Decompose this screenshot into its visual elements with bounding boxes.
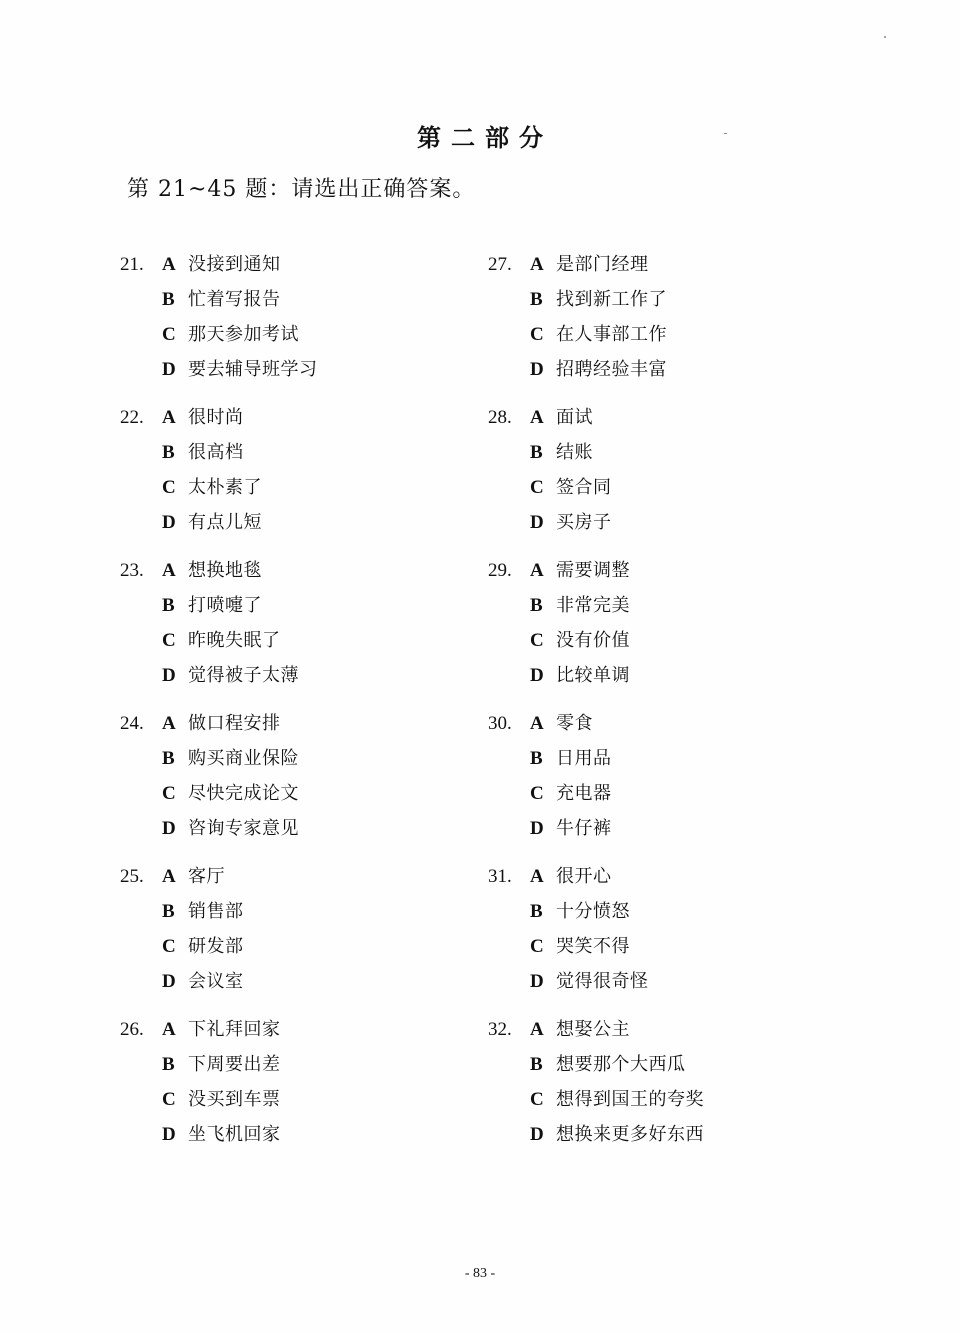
option-b[interactable] bbox=[530, 282, 667, 317]
option-c[interactable] bbox=[162, 317, 299, 352]
option-a[interactable] bbox=[530, 706, 593, 741]
option-letter: C bbox=[162, 477, 176, 498]
option-d[interactable] bbox=[530, 964, 649, 999]
option-letter: D bbox=[530, 665, 544, 686]
option-letter: C bbox=[530, 324, 544, 345]
question-number: 22. bbox=[120, 407, 144, 428]
option-c[interactable] bbox=[530, 470, 612, 505]
option-letter: C bbox=[162, 783, 176, 804]
question-28 bbox=[488, 400, 818, 553]
option-text: 非常完美 bbox=[556, 595, 630, 616]
option-letter: D bbox=[162, 359, 176, 380]
option-letter: D bbox=[162, 1124, 176, 1145]
question-27 bbox=[488, 247, 818, 400]
question-number: 27. bbox=[488, 254, 512, 275]
option-text: 想娶公主 bbox=[556, 1019, 630, 1040]
question-29 bbox=[488, 553, 818, 706]
question-21 bbox=[120, 247, 450, 400]
option-text: 购买商业保险 bbox=[188, 748, 299, 769]
option-c[interactable] bbox=[530, 623, 630, 658]
option-letter: B bbox=[530, 1054, 543, 1075]
option-text: 牛仔裤 bbox=[556, 818, 612, 839]
question-number: 30. bbox=[488, 713, 512, 734]
option-text: 研发部 bbox=[188, 936, 244, 957]
question-number: 32. bbox=[488, 1019, 512, 1040]
option-letter: D bbox=[162, 512, 176, 533]
option-text: 很开心 bbox=[556, 866, 612, 887]
option-text: 买房子 bbox=[556, 512, 612, 533]
option-text: 销售部 bbox=[188, 901, 244, 922]
option-letter: B bbox=[530, 748, 543, 769]
option-text: 没买到车票 bbox=[188, 1089, 281, 1110]
option-c[interactable] bbox=[530, 929, 630, 964]
option-text: 做口程安排 bbox=[188, 713, 281, 734]
option-text: 下周要出差 bbox=[188, 1054, 281, 1075]
option-a[interactable] bbox=[162, 1012, 281, 1047]
option-text: 十分愤怒 bbox=[556, 901, 630, 922]
option-text: 招聘经验丰富 bbox=[556, 359, 667, 380]
option-letter: A bbox=[530, 713, 544, 734]
option-letter: B bbox=[162, 748, 175, 769]
option-b[interactable] bbox=[162, 894, 244, 929]
option-text: 尽快完成论文 bbox=[188, 783, 299, 804]
option-c[interactable] bbox=[162, 929, 244, 964]
option-letter: A bbox=[530, 866, 544, 887]
option-letter: D bbox=[530, 1124, 544, 1145]
question-number: 25. bbox=[120, 866, 144, 887]
option-text: 零食 bbox=[556, 713, 593, 734]
question-26 bbox=[120, 1012, 450, 1165]
option-text: 坐飞机回家 bbox=[188, 1124, 281, 1145]
option-letter: A bbox=[162, 560, 176, 581]
question-30 bbox=[488, 706, 818, 859]
option-text: 想要那个大西瓜 bbox=[556, 1054, 686, 1075]
question-31 bbox=[488, 859, 818, 1012]
option-text: 很高档 bbox=[188, 442, 244, 463]
option-letter: D bbox=[162, 818, 176, 839]
section-title: 第二部分 bbox=[417, 123, 553, 152]
option-text: 日用品 bbox=[556, 748, 612, 769]
option-text: 咨询专家意见 bbox=[188, 818, 299, 839]
option-text: 哭笑不得 bbox=[556, 936, 630, 957]
instructions: 第 21~45 题：请选出正确答案。 bbox=[127, 177, 476, 202]
option-letter: B bbox=[530, 595, 543, 616]
option-letter: B bbox=[162, 595, 175, 616]
option-a[interactable] bbox=[530, 859, 612, 894]
option-text: 面试 bbox=[556, 407, 593, 428]
option-text: 是部门经理 bbox=[556, 254, 649, 275]
option-d[interactable] bbox=[162, 811, 299, 846]
option-letter: B bbox=[162, 442, 175, 463]
option-a[interactable] bbox=[162, 553, 262, 588]
option-text: 太朴素了 bbox=[188, 477, 262, 498]
option-text: 没接到通知 bbox=[188, 254, 281, 275]
option-d[interactable] bbox=[162, 352, 318, 387]
option-letter: D bbox=[162, 665, 176, 686]
option-letter: C bbox=[530, 1089, 544, 1110]
option-text: 找到新工作了 bbox=[556, 289, 667, 310]
option-letter: C bbox=[162, 324, 176, 345]
option-letter: B bbox=[530, 442, 543, 463]
option-letter: C bbox=[530, 783, 544, 804]
option-letter: B bbox=[162, 289, 175, 310]
option-text: 需要调整 bbox=[556, 560, 630, 581]
option-a[interactable] bbox=[162, 400, 244, 435]
option-text: 那天参加考试 bbox=[188, 324, 299, 345]
option-c[interactable] bbox=[530, 1082, 704, 1117]
option-a[interactable] bbox=[530, 247, 649, 282]
option-text: 想换地毯 bbox=[188, 560, 262, 581]
option-b[interactable] bbox=[530, 588, 630, 623]
questions-right-column bbox=[488, 247, 818, 1165]
option-letter: B bbox=[530, 289, 543, 310]
option-a[interactable] bbox=[162, 247, 281, 282]
page-number: - 83 - bbox=[464, 1266, 496, 1281]
option-d[interactable] bbox=[530, 658, 630, 693]
option-text: 觉得被子太薄 bbox=[188, 665, 299, 686]
option-c[interactable] bbox=[530, 776, 612, 811]
option-b[interactable] bbox=[162, 435, 244, 470]
option-c[interactable] bbox=[162, 776, 299, 811]
option-letter: A bbox=[162, 407, 176, 428]
option-text: 有点儿短 bbox=[188, 512, 262, 533]
option-c[interactable] bbox=[162, 1082, 281, 1117]
option-letter: A bbox=[530, 1019, 544, 1040]
question-number: 21. bbox=[120, 254, 144, 275]
question-number: 29. bbox=[488, 560, 512, 581]
option-d[interactable] bbox=[162, 658, 299, 693]
question-number: 23. bbox=[120, 560, 144, 581]
option-letter: A bbox=[530, 407, 544, 428]
option-text: 要去辅导班学习 bbox=[188, 359, 318, 380]
option-text: 忙着写报告 bbox=[188, 289, 281, 310]
option-letter: D bbox=[530, 512, 544, 533]
option-letter: A bbox=[162, 866, 176, 887]
question-number: 31. bbox=[488, 866, 512, 887]
question-25 bbox=[120, 859, 450, 1012]
option-text: 比较单调 bbox=[556, 665, 630, 686]
option-a[interactable] bbox=[530, 400, 593, 435]
option-text: 客厅 bbox=[188, 866, 225, 887]
option-text: 打喷嚏了 bbox=[188, 595, 262, 616]
option-letter: A bbox=[530, 254, 544, 275]
option-letter: C bbox=[530, 630, 544, 651]
option-letter: C bbox=[162, 936, 176, 957]
option-text: 充电器 bbox=[556, 783, 612, 804]
option-b[interactable] bbox=[162, 282, 281, 317]
option-text: 下礼拜回家 bbox=[188, 1019, 281, 1040]
option-a[interactable] bbox=[530, 1012, 630, 1047]
question-number: 26. bbox=[120, 1019, 144, 1040]
option-d[interactable] bbox=[530, 505, 612, 540]
option-d[interactable] bbox=[162, 964, 244, 999]
option-d[interactable] bbox=[530, 352, 667, 387]
option-d[interactable] bbox=[162, 505, 262, 540]
option-text: 签合同 bbox=[556, 477, 612, 498]
option-letter: D bbox=[530, 971, 544, 992]
option-letter: D bbox=[530, 818, 544, 839]
option-letter: A bbox=[162, 713, 176, 734]
questions-left-column bbox=[120, 247, 450, 1165]
option-b[interactable] bbox=[162, 1047, 281, 1082]
option-c[interactable] bbox=[162, 470, 262, 505]
option-b[interactable] bbox=[530, 1047, 686, 1082]
option-letter: A bbox=[530, 560, 544, 581]
option-a[interactable] bbox=[162, 706, 281, 741]
option-letter: C bbox=[530, 477, 544, 498]
option-letter: C bbox=[162, 1089, 176, 1110]
scan-speck bbox=[884, 36, 886, 38]
question-number: 28. bbox=[488, 407, 512, 428]
option-letter: B bbox=[162, 1054, 175, 1075]
option-text: 昨晚失眠了 bbox=[188, 630, 281, 651]
option-text: 想得到国王的夸奖 bbox=[556, 1089, 704, 1110]
option-text: 觉得很奇怪 bbox=[556, 971, 649, 992]
question-23 bbox=[120, 553, 450, 706]
option-b[interactable] bbox=[530, 894, 630, 929]
option-c[interactable] bbox=[530, 317, 667, 352]
option-a[interactable] bbox=[530, 553, 630, 588]
option-letter: D bbox=[162, 971, 176, 992]
option-text: 没有价值 bbox=[556, 630, 630, 651]
option-letter: C bbox=[162, 630, 176, 651]
option-letter: D bbox=[530, 359, 544, 380]
option-letter: B bbox=[530, 901, 543, 922]
option-d[interactable] bbox=[530, 811, 612, 846]
question-24 bbox=[120, 706, 450, 859]
option-b[interactable] bbox=[162, 588, 262, 623]
option-letter: B bbox=[162, 901, 175, 922]
option-a[interactable] bbox=[162, 859, 225, 894]
question-32 bbox=[488, 1012, 818, 1165]
option-text: 会议室 bbox=[188, 971, 244, 992]
question-22 bbox=[120, 400, 450, 553]
question-number: 24. bbox=[120, 713, 144, 734]
option-d[interactable] bbox=[530, 1117, 704, 1152]
option-letter: C bbox=[530, 936, 544, 957]
option-d[interactable] bbox=[162, 1117, 281, 1152]
option-c[interactable] bbox=[162, 623, 281, 658]
option-text: 结账 bbox=[556, 442, 593, 463]
option-text: 很时尚 bbox=[188, 407, 244, 428]
option-b[interactable] bbox=[530, 435, 593, 470]
option-b[interactable] bbox=[162, 741, 299, 776]
option-letter: A bbox=[162, 1019, 176, 1040]
option-b[interactable] bbox=[530, 741, 612, 776]
option-text: 在人事部工作 bbox=[556, 324, 667, 345]
option-letter: A bbox=[162, 254, 176, 275]
option-text: 想换来更多好东西 bbox=[556, 1124, 704, 1145]
